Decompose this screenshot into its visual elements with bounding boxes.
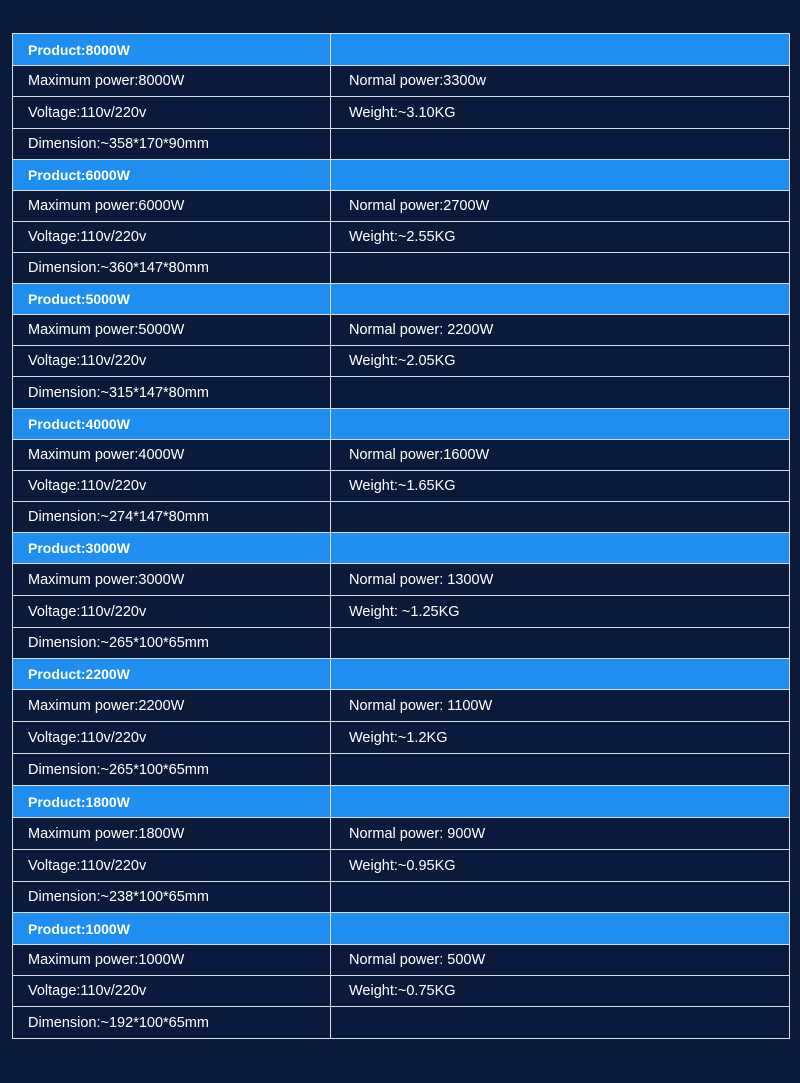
voltage-cell: Voltage:110v/220v xyxy=(13,222,331,253)
weight-cell: Weight:~0.95KG xyxy=(331,850,790,882)
spec-row-power xyxy=(13,945,790,976)
product-header-row xyxy=(13,34,790,66)
header-empty-cell xyxy=(331,786,790,818)
header-empty-cell xyxy=(331,913,790,945)
product-title: Product:3000W xyxy=(13,533,331,564)
spec-row-power xyxy=(13,191,790,222)
dimension-cell: Dimension:~265*100*65mm xyxy=(13,754,331,786)
header-empty-cell xyxy=(331,659,790,690)
weight-cell: Weight:~1.2KG xyxy=(331,722,790,754)
normal-power-cell: Normal power: 1100W xyxy=(331,690,790,722)
dimension-cell: Dimension:~315*147*80mm xyxy=(13,377,331,409)
product-header-row xyxy=(13,913,790,945)
spec-row-voltage xyxy=(13,471,790,502)
dimension-cell: Dimension:~360*147*80mm xyxy=(13,253,331,284)
spec-row-power xyxy=(13,315,790,346)
dimension-cell: Dimension:~358*170*90mm xyxy=(13,129,331,160)
header-empty-cell xyxy=(331,533,790,564)
max-power-cell: Maximum power:3000W xyxy=(13,564,331,596)
normal-power-cell: Normal power:1600W xyxy=(331,440,790,471)
empty-cell xyxy=(331,377,790,409)
product-title: Product:1800W xyxy=(13,786,331,818)
weight-cell: Weight:~1.65KG xyxy=(331,471,790,502)
empty-cell xyxy=(331,754,790,786)
spec-row-voltage xyxy=(13,97,790,129)
product-title: Product:8000W xyxy=(13,34,331,66)
spec-row-dimension xyxy=(13,882,790,913)
spec-row-dimension xyxy=(13,502,790,533)
voltage-cell: Voltage:110v/220v xyxy=(13,722,331,754)
max-power-cell: Maximum power:5000W xyxy=(13,315,331,346)
product-title: Product:1000W xyxy=(13,913,331,945)
max-power-cell: Maximum power:2200W xyxy=(13,690,331,722)
spec-row-power xyxy=(13,66,790,97)
normal-power-cell: Normal power: 500W xyxy=(331,945,790,976)
voltage-cell: Voltage:110v/220v xyxy=(13,471,331,502)
product-header-row xyxy=(13,284,790,315)
product-header-row xyxy=(13,786,790,818)
weight-cell: Weight:~3.10KG xyxy=(331,97,790,129)
product-header-row xyxy=(13,160,790,191)
product-header-row xyxy=(13,533,790,564)
voltage-cell: Voltage:110v/220v xyxy=(13,850,331,882)
normal-power-cell: Normal power:2700W xyxy=(331,191,790,222)
header-empty-cell xyxy=(331,160,790,191)
spec-row-dimension xyxy=(13,628,790,659)
header-empty-cell xyxy=(331,284,790,315)
empty-cell xyxy=(331,628,790,659)
dimension-cell: Dimension:~265*100*65mm xyxy=(13,628,331,659)
spec-row-dimension xyxy=(13,377,790,409)
weight-cell: Weight:~2.55KG xyxy=(331,222,790,253)
max-power-cell: Maximum power:1000W xyxy=(13,945,331,976)
empty-cell xyxy=(331,882,790,913)
product-header-row xyxy=(13,409,790,440)
voltage-cell: Voltage:110v/220v xyxy=(13,976,331,1007)
normal-power-cell: Normal power:3300w xyxy=(331,66,790,97)
product-title: Product:4000W xyxy=(13,409,331,440)
spec-row-dimension xyxy=(13,129,790,160)
spec-row-voltage xyxy=(13,850,790,882)
spec-row-power xyxy=(13,818,790,850)
dimension-cell: Dimension:~192*100*65mm xyxy=(13,1007,331,1039)
dimension-cell: Dimension:~274*147*80mm xyxy=(13,502,331,533)
empty-cell xyxy=(331,1007,790,1039)
normal-power-cell: Normal power: 1300W xyxy=(331,564,790,596)
voltage-cell: Voltage:110v/220v xyxy=(13,97,331,129)
max-power-cell: Maximum power:4000W xyxy=(13,440,331,471)
spec-row-voltage xyxy=(13,346,790,377)
spec-row-dimension xyxy=(13,1007,790,1039)
product-title: Product:2200W xyxy=(13,659,331,690)
empty-cell xyxy=(331,253,790,284)
spec-row-voltage xyxy=(13,596,790,628)
weight-cell: Weight: ~1.25KG xyxy=(331,596,790,628)
spec-row-power xyxy=(13,440,790,471)
weight-cell: Weight:~0.75KG xyxy=(331,976,790,1007)
product-title: Product:5000W xyxy=(13,284,331,315)
spec-row-dimension xyxy=(13,754,790,786)
spec-table xyxy=(12,33,790,1039)
spec-row-voltage xyxy=(13,222,790,253)
spec-row-power xyxy=(13,564,790,596)
empty-cell xyxy=(331,502,790,533)
header-empty-cell xyxy=(331,409,790,440)
voltage-cell: Voltage:110v/220v xyxy=(13,346,331,377)
header-empty-cell xyxy=(331,34,790,66)
spec-row-voltage xyxy=(13,722,790,754)
product-title: Product:6000W xyxy=(13,160,331,191)
voltage-cell: Voltage:110v/220v xyxy=(13,596,331,628)
max-power-cell: Maximum power:1800W xyxy=(13,818,331,850)
spec-table-body xyxy=(13,34,790,1039)
spec-row-voltage xyxy=(13,976,790,1007)
max-power-cell: Maximum power:8000W xyxy=(13,66,331,97)
spec-row-dimension xyxy=(13,253,790,284)
normal-power-cell: Normal power: 900W xyxy=(331,818,790,850)
weight-cell: Weight:~2.05KG xyxy=(331,346,790,377)
spec-row-power xyxy=(13,690,790,722)
empty-cell xyxy=(331,129,790,160)
dimension-cell: Dimension:~238*100*65mm xyxy=(13,882,331,913)
product-header-row xyxy=(13,659,790,690)
max-power-cell: Maximum power:6000W xyxy=(13,191,331,222)
normal-power-cell: Normal power: 2200W xyxy=(331,315,790,346)
